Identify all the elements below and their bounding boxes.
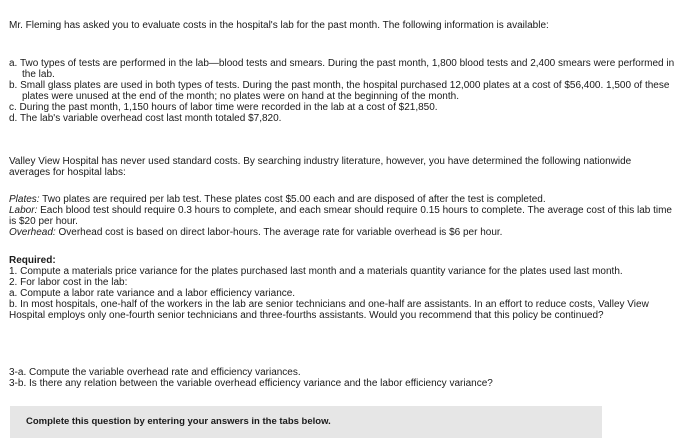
required-q2a: a. Compute a labor rate variance and a labor efficiency variance. — [9, 288, 296, 299]
fact-item-c: c. During the past month, 1,150 hours of labor time were recorded in the lab at a cost of $21,850. — [9, 102, 438, 113]
labor-text: Each blood test should require 0.3 hours to complete, and each smear should require 0.15 hours to complete. The average cost of this lab time is $20 per hour. — [9, 205, 672, 227]
required-part3 — [9, 367, 679, 389]
required-q3b: 3-b. Is there any relation between the variable overhead efficiency variance and the labor efficiency variance? — [9, 378, 493, 389]
context-paragraph: Valley View Hospital has never used standard costs. By searching industry literature, however, you have determined the following nationwide averages for hospital labs: — [9, 156, 632, 178]
overhead-label: Overhead: — [9, 227, 56, 238]
required-q3a: 3-a. Compute the variable overhead rate and efficiency variances. — [9, 367, 301, 378]
required-q2b: b. In most hospitals, one-half of the workers in the lab are senior technicians and one-half are assistants. In an effort to reduce costs, Valley View Hospital employs only one-fourth senior technicians and three-fourths assistants. Would you recommend that this policy be continued? — [9, 299, 649, 321]
instructions-banner — [10, 406, 602, 438]
plates-text: Two plates are required per lab test. These plates cost $5.00 each and are disposed of after the test is completed. — [39, 194, 546, 205]
overhead-text: Overhead cost is based on direct labor-hours. The average rate for variable overhead is $6 per hour. — [55, 227, 503, 238]
required-section — [9, 255, 681, 321]
fact-item-b: b. Small glass plates are used in both types of tests. During the past month, the hospital purchased 12,000 plates at a cost of $56,400. 1,500 of these plates were unused at the end of the month; no plates were on hand at the beginning of the month. — [9, 80, 670, 102]
fact-item-a: a. Two types of tests are performed in the lab—blood tests and smears. During the past month, 1,800 blood tests and 2,400 smears were performed in the lab. — [9, 58, 675, 80]
instructions-banner-text: Complete this question by entering your answers in the tabs below. — [26, 416, 331, 427]
required-heading: Required: — [9, 255, 56, 266]
fact-item-d: d. The lab's variable overhead cost last month totaled $7,820. — [9, 113, 282, 124]
facts-list — [9, 58, 679, 124]
labor-standard — [9, 205, 679, 227]
plates-standard — [9, 194, 679, 205]
overhead-standard — [9, 227, 679, 238]
required-q2: 2. For labor cost in the lab: — [9, 277, 128, 288]
standards-section — [9, 194, 679, 238]
labor-label: Labor: — [9, 205, 38, 216]
intro-paragraph: Mr. Fleming has asked you to evaluate costs in the hospital's lab for the past month. The following information is available: — [9, 20, 549, 31]
plates-label: Plates: — [9, 194, 40, 205]
required-q1: 1. Compute a materials price variance for the plates purchased last month and a materials quantity variance for the plates used last month. — [9, 266, 623, 277]
